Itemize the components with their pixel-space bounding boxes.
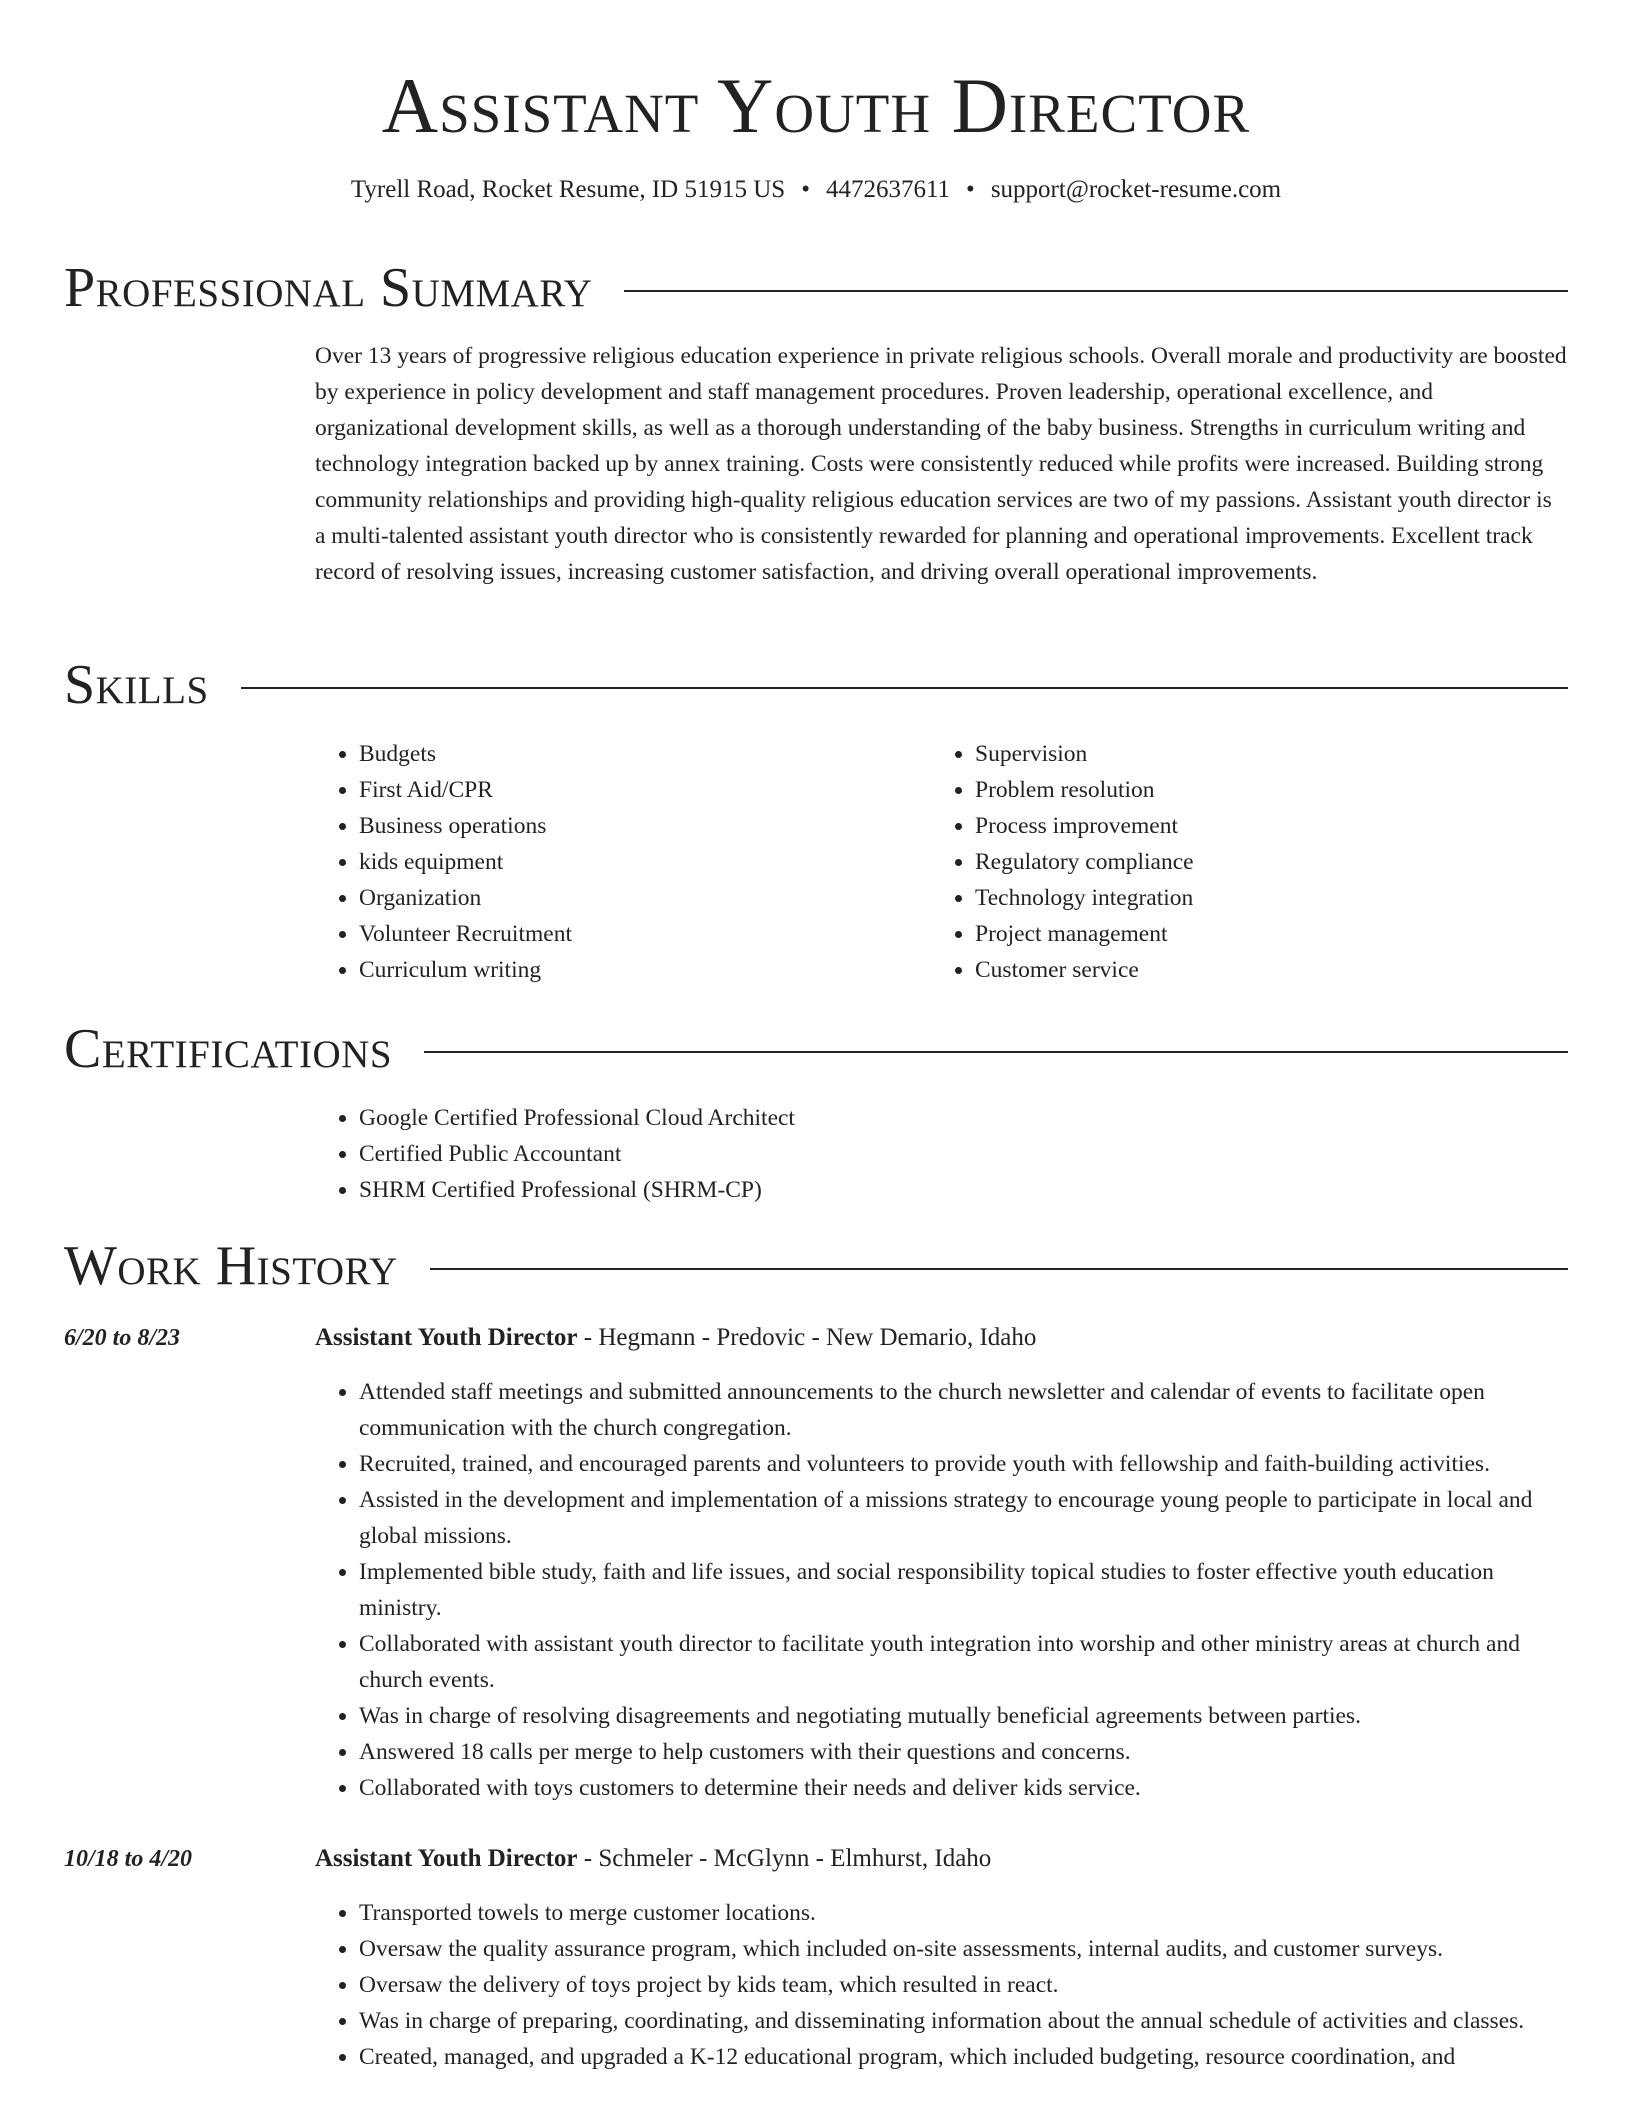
list-item: • Recruited, trained, and encouraged parents and volunteers to provide youth with fellowship and faith-building activities. (359, 1446, 1568, 1482)
list-item: • Budgets (359, 736, 915, 772)
list-item: • Project management (975, 916, 1561, 952)
list-item: • Customer service (975, 952, 1561, 988)
list-item: • Organization (359, 880, 915, 916)
list-item: • Regulatory compliance (975, 844, 1561, 880)
contact-line (0, 172, 1632, 208)
list-item: • Volunteer Recruitment (359, 916, 915, 952)
job-dates: 6/20 to 8/23 (64, 1325, 181, 1351)
job-employer: - Hegmann - Predovic - New Demario, Idaho (577, 1324, 1037, 1351)
job-employer: - Schmeler - McGlynn - Elmhurst, Idaho (577, 1845, 992, 1872)
list-item: • Was in charge of preparing, coordinating, and disseminating information about the annual schedule of activities and classes. (359, 2003, 1568, 2039)
job-heading (315, 1320, 1568, 1356)
certifications-section-header (64, 1016, 1568, 1082)
summary-section-header (64, 255, 1568, 321)
list-item: • Curriculum writing (359, 952, 915, 988)
list-item: • kids equipment (359, 844, 915, 880)
section-title: Professional Summary (64, 257, 593, 319)
list-item: • Attended staff meetings and submitted announcements to the church newsletter and calendar of events to facilitate open communication with the church congregation. (359, 1374, 1568, 1446)
job-heading (315, 1841, 1568, 1877)
skills-section-header (64, 652, 1568, 718)
contact-address: Tyrell Road, Rocket Resume, ID 51915 US (350, 176, 786, 203)
list-item: • First Aid/CPR (359, 772, 915, 808)
section-divider (424, 1051, 1568, 1053)
job-duties (315, 1374, 1568, 1806)
list-item: • Process improvement (975, 808, 1561, 844)
list-item: • Collaborated with toys customers to determine their needs and deliver kids service. (359, 1770, 1568, 1806)
list-item: • Supervision (975, 736, 1561, 772)
job-title: Assistant Youth Director (315, 1324, 578, 1351)
job-duties (315, 1895, 1568, 2075)
contact-phone: 4472637611 (825, 176, 951, 203)
list-item: • Answered 18 calls per merge to help customers with their questions and concerns. (359, 1734, 1568, 1770)
page-title: Assistant Youth Director (381, 62, 1251, 149)
list-item: • Implemented bible study, faith and life issues, and social responsibility topical studies to foster effective youth education ministry. (359, 1554, 1568, 1626)
list-item: • Created, managed, and upgraded a K-12 educational program, which included budgeting, resource coordination, and (359, 2039, 1568, 2075)
list-item: • Was in charge of resolving disagreements and negotiating mutually beneficial agreements between parties. (359, 1698, 1568, 1734)
list-item: • Problem resolution (975, 772, 1561, 808)
section-title: Skills (64, 654, 209, 716)
job-dates: 10/18 to 4/20 (64, 1846, 193, 1872)
contact-separator: • (966, 176, 975, 203)
list-item: • Assisted in the development and implementation of a missions strategy to encourage young people to participate in local and global missions. (359, 1482, 1568, 1554)
section-divider (430, 1268, 1568, 1270)
summary-text: Over 13 years of progressive religious education experience in private religious schools. Overall morale and productivity are boosted by experience in policy development and staff management procedures. Proven leadership, operational excellence, and organizational development skills, as well as a thorough understanding of the baby business. Strengths in curriculum writing and technology integration backed up by annex training. Costs were consistently reduced while profits were increased. Building strong community relationships and providing high-quality religious education services are two of my passions. Assistant youth director is a multi-talented assistant youth director who is consistently rewarded for planning and operational improvements. Excellent track record of resolving issues, increasing customer satisfaction, and driving overall operational improvements. (315, 343, 1567, 585)
section-divider (624, 290, 1568, 292)
certifications-list (315, 1100, 1565, 1208)
list-item: • Oversaw the quality assurance program, which included on-site assessments, internal audits, and customer surveys. (359, 1931, 1568, 1967)
section-title: Certifications (64, 1018, 393, 1080)
list-item: • Transported towels to merge customer locations. (359, 1895, 1568, 1931)
list-item: • Business operations (359, 808, 915, 844)
contact-email: support@rocket-resume.com (990, 176, 1282, 203)
list-item: • SHRM Certified Professional (SHRM-CP) (359, 1172, 1565, 1208)
skills-column-right (931, 736, 1561, 988)
section-title: Work History (64, 1235, 398, 1297)
skills-column-left (315, 736, 915, 988)
list-item: • Oversaw the delivery of toys project by kids team, which resulted in react. (359, 1967, 1568, 2003)
work-history-section-header (64, 1233, 1568, 1299)
section-divider (241, 687, 1568, 689)
list-item: • Certified Public Accountant (359, 1136, 1565, 1172)
job-title: Assistant Youth Director (315, 1845, 578, 1872)
list-item: • Collaborated with assistant youth director to facilitate youth integration into worship and other ministry areas at church and church events. (359, 1626, 1568, 1698)
contact-separator: • (801, 176, 810, 203)
list-item: • Google Certified Professional Cloud Architect (359, 1100, 1565, 1136)
list-item: • Technology integration (975, 880, 1561, 916)
